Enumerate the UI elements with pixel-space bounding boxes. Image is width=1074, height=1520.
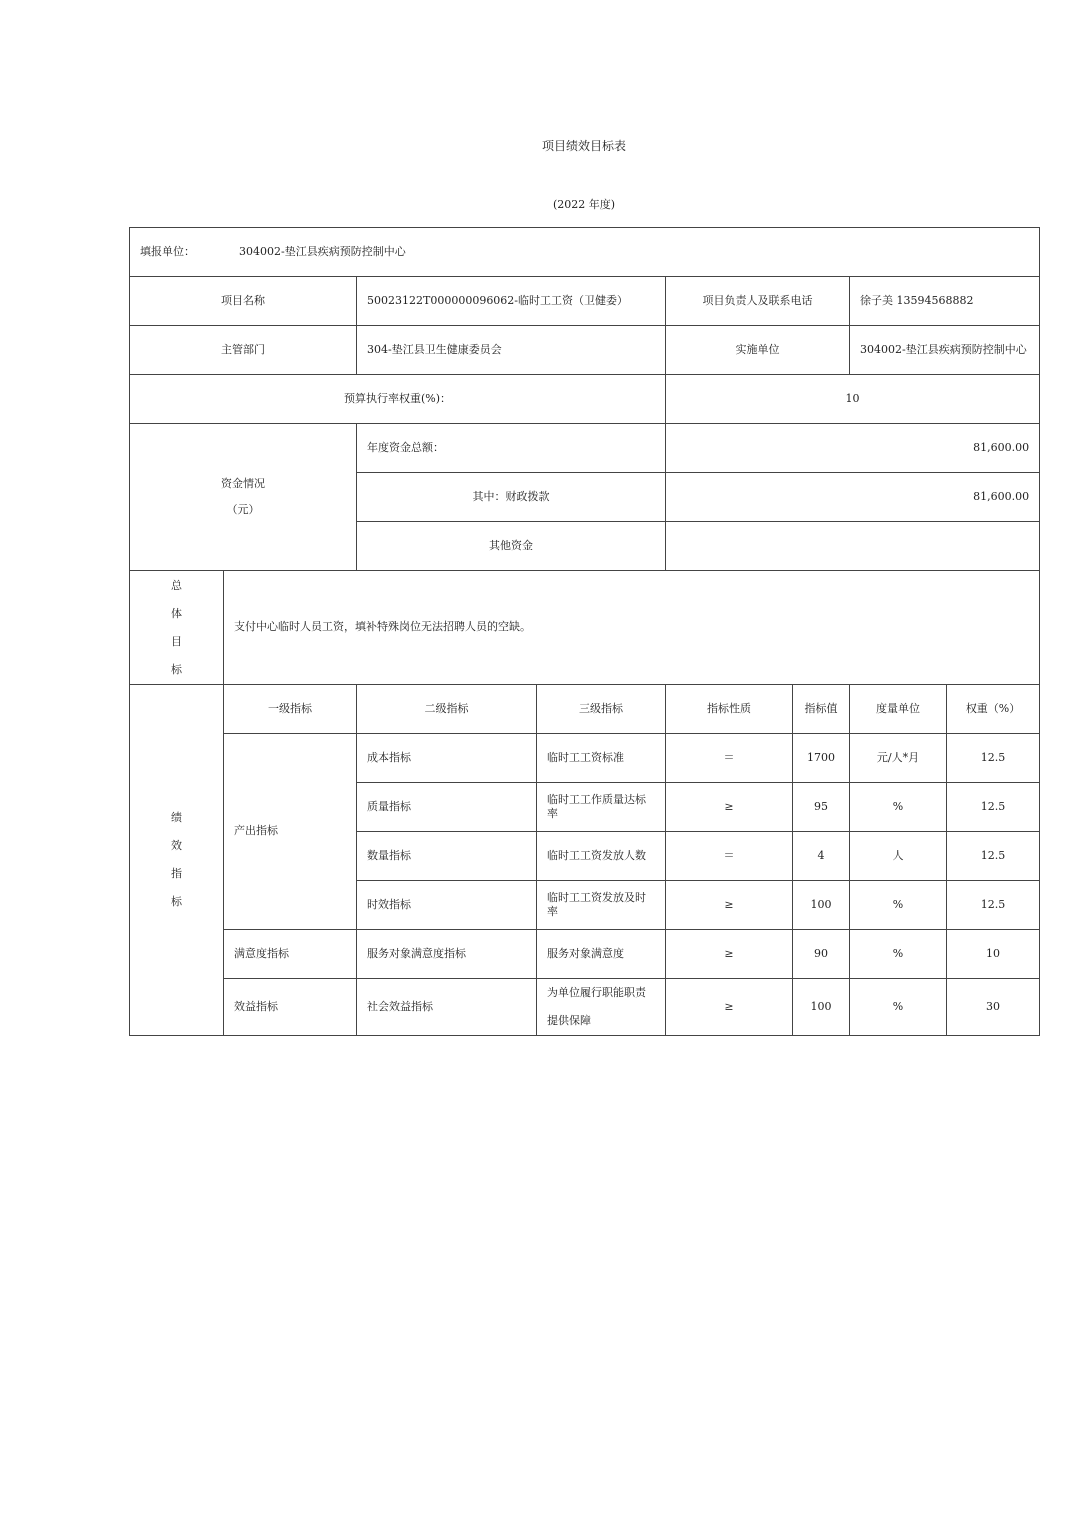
dept-value: 304-垫江县卫生健康委员会 — [357, 326, 666, 375]
impl-label: 实施单位 — [666, 326, 850, 375]
level1-cell: 效益指标 — [224, 979, 357, 1036]
unit-row — [130, 228, 1040, 277]
header-nature: 指标性质 — [666, 685, 793, 734]
indicator-label-char: 效 — [171, 839, 182, 852]
funds-label: 资金情况 — [221, 476, 265, 490]
nature-cell: ＝ — [666, 832, 793, 881]
unit-value: 304002-垫江县疾病预防控制中心 — [239, 244, 406, 258]
level2-cell: 成本指标 — [357, 734, 537, 783]
funds-unit: （元） — [226, 503, 260, 516]
report-year: (2022 年度) — [552, 198, 616, 211]
table-row — [130, 979, 1040, 1036]
unit-cell — [130, 228, 1040, 277]
goal-label-char: 标 — [171, 662, 182, 676]
level2-cell: 社会效益指标 — [357, 979, 537, 1036]
project-name-value: 50023122T000000096062-临时工工资（卫健委） — [357, 277, 666, 326]
nature-cell: ＝ — [666, 734, 793, 783]
level1-cell: 满意度指标 — [224, 930, 357, 979]
goal-text: 支付中心临时人员工资，填补特殊岗位无法招聘人员的空缺。 — [224, 571, 1040, 685]
value-cell: 90 — [793, 930, 850, 979]
nature-cell: ≥ — [666, 930, 793, 979]
header-weight: 权重（%） — [947, 685, 1040, 734]
budget-weight-value: 10 — [666, 375, 1040, 424]
funds-total-label: 年度资金总额： — [357, 424, 666, 473]
header-value: 指标值 — [793, 685, 850, 734]
funds-total-row — [130, 424, 1040, 473]
weight-cell: 12.5 — [947, 881, 1040, 930]
header-level3: 三级指标 — [537, 685, 666, 734]
goal-label — [130, 571, 224, 685]
nature-cell: ≥ — [666, 881, 793, 930]
level3-cell: 临时工工资发放人数 — [537, 832, 666, 881]
budget-weight-label: 预算执行率权重(%)： — [130, 375, 666, 424]
indicator-label-char: 标 — [171, 895, 182, 908]
weight-cell: 10 — [947, 930, 1040, 979]
goal-label-char: 目 — [171, 634, 182, 648]
header-level2: 二级指标 — [357, 685, 537, 734]
indicator-label — [130, 685, 224, 1036]
performance-target-table — [129, 227, 1040, 1036]
page-title: 项目绩效目标表 — [541, 139, 626, 153]
weight-cell: 12.5 — [947, 783, 1040, 832]
level3-cell: 临时工工资发放及时率 — [537, 881, 666, 930]
value-cell: 4 — [793, 832, 850, 881]
goal-row — [130, 571, 1040, 685]
indicator-label-char: 指 — [171, 867, 182, 880]
goal-label-char: 总 — [171, 578, 182, 592]
weight-cell: 30 — [947, 979, 1040, 1036]
unit-cell: % — [850, 881, 947, 930]
unit-cell: 元/人*月 — [850, 734, 947, 783]
nature-cell: ≥ — [666, 979, 793, 1036]
output-group-label: 产出指标 — [224, 734, 357, 930]
header-unit: 度量单位 — [850, 685, 947, 734]
weight-cell: 12.5 — [947, 734, 1040, 783]
value-cell: 100 — [793, 881, 850, 930]
impl-value: 304002-垫江县疾病预防控制中心 — [850, 326, 1040, 375]
indicator-label-char: 绩 — [171, 811, 182, 824]
level2-cell: 时效指标 — [357, 881, 537, 930]
header-level1: 一级指标 — [224, 685, 357, 734]
level2-cell: 服务对象满意度指标 — [357, 930, 537, 979]
table-row — [130, 930, 1040, 979]
level2-cell: 质量指标 — [357, 783, 537, 832]
funds-other-value — [666, 522, 1040, 571]
project-name-label: 项目名称 — [130, 277, 357, 326]
level3-cell: 为单位履行职能职责提供保障 — [537, 979, 666, 1036]
project-row — [130, 277, 1040, 326]
level2-cell: 数量指标 — [357, 832, 537, 881]
funds-fiscal-value: 81,600.00 — [666, 473, 1040, 522]
dept-label: 主管部门 — [130, 326, 357, 375]
funds-total-value: 81,600.00 — [666, 424, 1040, 473]
unit-cell: % — [850, 979, 947, 1036]
unit-label: 填报单位： — [140, 244, 195, 258]
indicator-header-row — [130, 685, 1040, 734]
goal-label-char: 体 — [171, 606, 182, 620]
level3-cell: 服务对象满意度 — [537, 930, 666, 979]
level3-cell: 临时工工资标准 — [537, 734, 666, 783]
contact-label: 项目负责人及联系电话 — [666, 277, 850, 326]
unit-cell: 人 — [850, 832, 947, 881]
value-cell: 1700 — [793, 734, 850, 783]
contact-value: 徐子美 13594568882 — [850, 277, 1040, 326]
weight-cell: 12.5 — [947, 832, 1040, 881]
budget-weight-row — [130, 375, 1040, 424]
unit-cell: % — [850, 930, 947, 979]
funds-other-label: 其他资金 — [357, 522, 666, 571]
value-cell: 95 — [793, 783, 850, 832]
funds-label-cell — [130, 424, 357, 571]
level3-cell: 临时工工作质量达标率 — [537, 783, 666, 832]
nature-cell: ≥ — [666, 783, 793, 832]
table-row — [130, 734, 1040, 783]
dept-row — [130, 326, 1040, 375]
value-cell: 100 — [793, 979, 850, 1036]
funds-fiscal-label: 其中：财政拨款 — [357, 473, 666, 522]
unit-cell: % — [850, 783, 947, 832]
